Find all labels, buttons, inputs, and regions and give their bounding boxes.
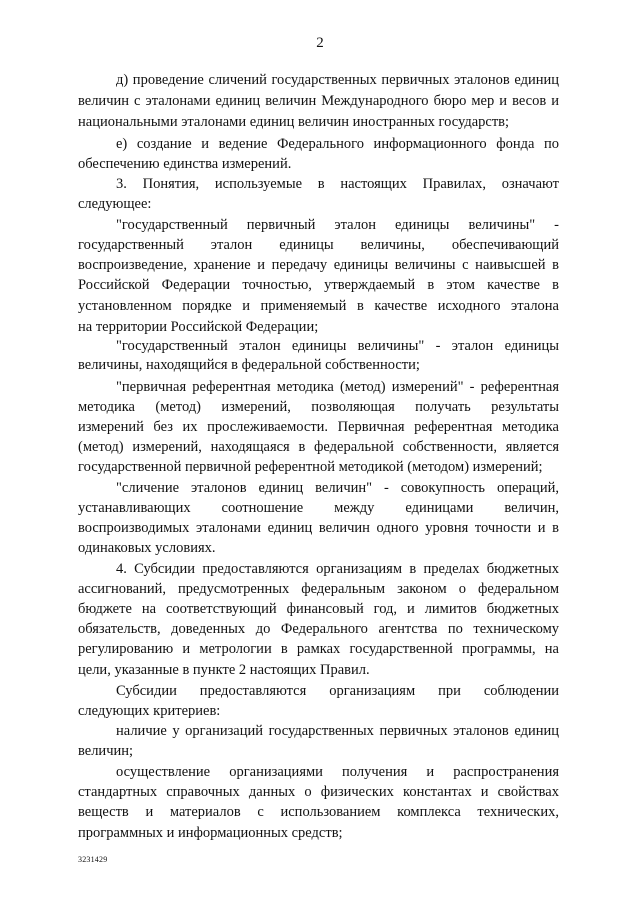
text-line: устанавливающих соотношение между единицами величин,: [78, 500, 559, 516]
text-line: д) проведение сличений государственных первичных эталонов единиц: [116, 72, 559, 88]
text-line: величин;: [78, 743, 134, 759]
text-line: 4. Субсидии предоставляются организациям в пределах бюджетных: [116, 561, 559, 577]
text-line: программных и информационных средств;: [78, 825, 343, 841]
document-code: 3231429: [78, 855, 108, 864]
text-line: величин с эталонами единиц величин Международного бюро мер и весов и: [78, 93, 559, 109]
text-line: бюджете на соответствующий финансовый год, и лимитов бюджетных: [78, 601, 559, 617]
text-line: воспроизведение, хранение и передачу единицы величины с наивысшей в: [78, 257, 559, 273]
text-line: установленном порядке и применяемый в качестве исходного эталона: [78, 298, 559, 314]
text-line: следующее:: [78, 196, 152, 212]
text-line: национальными эталонами единиц величин иностранных государств;: [78, 114, 510, 130]
text-line: Субсидии предоставляются организациям при соблюдении: [116, 683, 559, 699]
text-line: наличие у организаций государственных первичных эталонов единиц: [116, 723, 559, 739]
text-line: государственной первичной референтной методикой (методом) измерений;: [78, 459, 543, 475]
text-line: осуществление организациями получения и распространения: [116, 764, 559, 780]
text-line: ассигнований, предусмотренных федеральным законом о федеральном: [78, 581, 559, 597]
text-line: воспроизводимых эталонами единиц величин одного уровня точности и в: [78, 520, 559, 536]
text-line: веществ и материалов с использованием комплекса технических,: [78, 804, 559, 820]
text-line: цели, указанные в пункте 2 настоящих Правил.: [78, 662, 370, 678]
text-line: одинаковых условиях.: [78, 540, 216, 556]
text-line: "первичная референтная методика (метод) измерений" - референтная: [116, 379, 559, 395]
text-line: величины, находящийся в федеральной собственности;: [78, 357, 420, 373]
text-line: государственный эталон единицы величины, обеспечивающий: [78, 237, 559, 253]
text-line: на территории Российской Федерации;: [78, 319, 319, 335]
text-line: обеспечению единства измерений.: [78, 156, 292, 172]
text-line: Российской Федерации точностью, утверждаемый в этом качестве в: [78, 277, 559, 293]
text-line: измерений без их прослеживаемости. Первичная референтная методика: [78, 419, 559, 435]
text-line: стандартных справочных данных о физических константах и свойствах: [78, 784, 559, 800]
text-line: е) создание и ведение Федерального информационного фонда по: [116, 136, 559, 152]
text-line: "сличение эталонов единиц величин" - совокупность операций,: [116, 480, 559, 496]
page-number: 2: [316, 35, 324, 51]
text-line: методика (метод) измерений, позволяющая получать результаты: [78, 399, 559, 415]
text-line: следующих критериев:: [78, 703, 221, 719]
text-line: "государственный эталон единицы величины" - эталон единицы: [116, 338, 559, 354]
text-line: регулированию и метрологии в рамках государственной программы, на: [78, 641, 559, 657]
text-line: "государственный первичный эталон единицы величины" -: [116, 217, 559, 233]
text-line: (метод) измерений, находящаяся в федеральной собственности, является: [78, 439, 559, 455]
text-line: 3. Понятия, используемые в настоящих Правилах, означают: [116, 176, 559, 192]
text-line: обязательств, доведенных до Федерального агентства по техническому: [78, 621, 559, 637]
